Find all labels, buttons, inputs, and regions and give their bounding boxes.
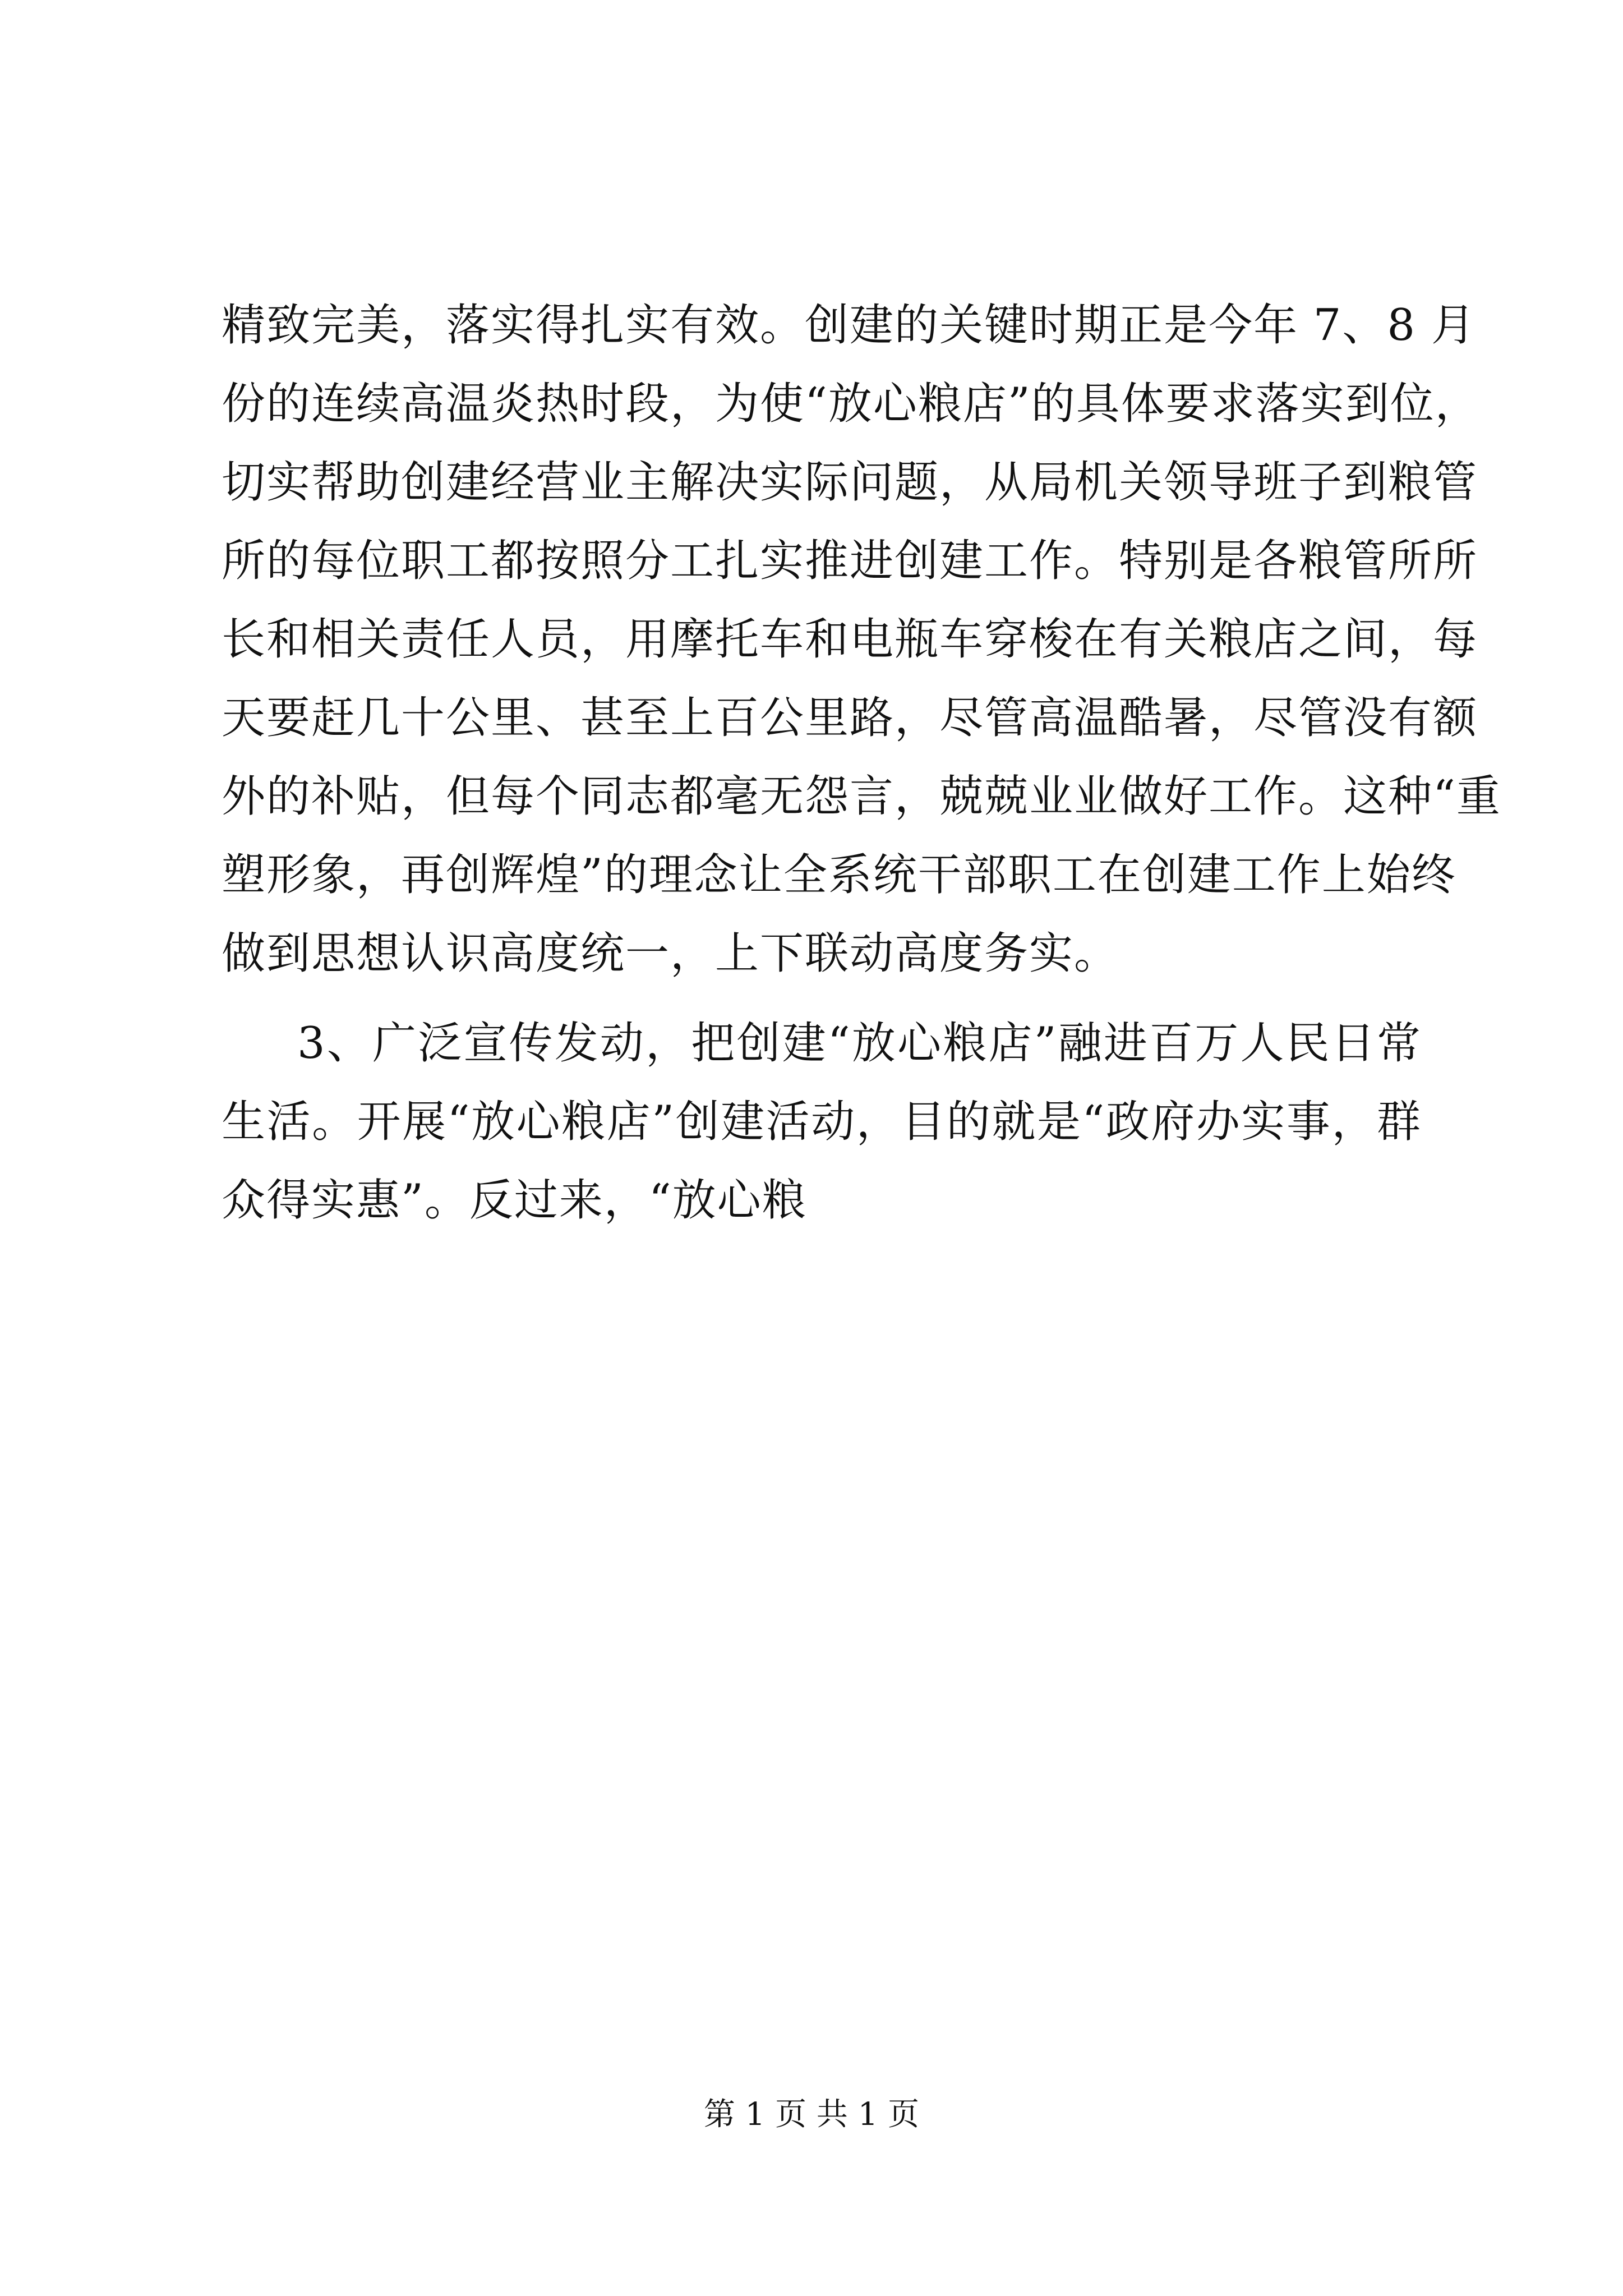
paragraph-line: 生活。开展“放心粮店”创建活动，目的就是“政府办实事，群 xyxy=(222,1097,1422,1147)
paragraph-line: 3、广泛宣传发动，把创建“放心粮店”融进百万人民日常 xyxy=(297,1018,1422,1069)
paragraph-line: 所的每位职工都按照分工扎实推进创建工作。特别是各粮管所所 xyxy=(222,536,1478,586)
paragraph-line: 外的补贴，但每个同志都毫无怨言，兢兢业业做好工作。这种“重 xyxy=(222,771,1501,822)
page-footer: 第 1 页 共 1 页 xyxy=(703,2096,920,2133)
paragraph-line: 做到思想认识高度统一，上下联动高度务实。 xyxy=(222,928,1119,979)
paragraph-line: 众得实惠”。反过来，“放心粮 xyxy=(222,1175,807,1226)
paragraph-line: 塑形象，再创辉煌”的理念让全系统干部职工在创建工作上始终 xyxy=(222,850,1456,900)
paragraph-line: 份的连续高温炎热时段，为使“放心粮店”的具体要求落实到位， xyxy=(222,379,1480,429)
paragraph-line: 切实帮助创建经营业主解决实际问题，从局机关领导班子到粮管 xyxy=(222,457,1478,508)
paragraph-line: 长和相关责任人员，用摩托车和电瓶车穿梭在有关粮店之间，每 xyxy=(222,614,1478,665)
paragraph-line: 天要赶几十公里、甚至上百公里路，尽管高温酷暑，尽管没有额 xyxy=(222,693,1478,743)
paragraph-line: 精致完美，落实得扎实有效。创建的关键时期正是今年 7、8 月 xyxy=(222,300,1476,351)
